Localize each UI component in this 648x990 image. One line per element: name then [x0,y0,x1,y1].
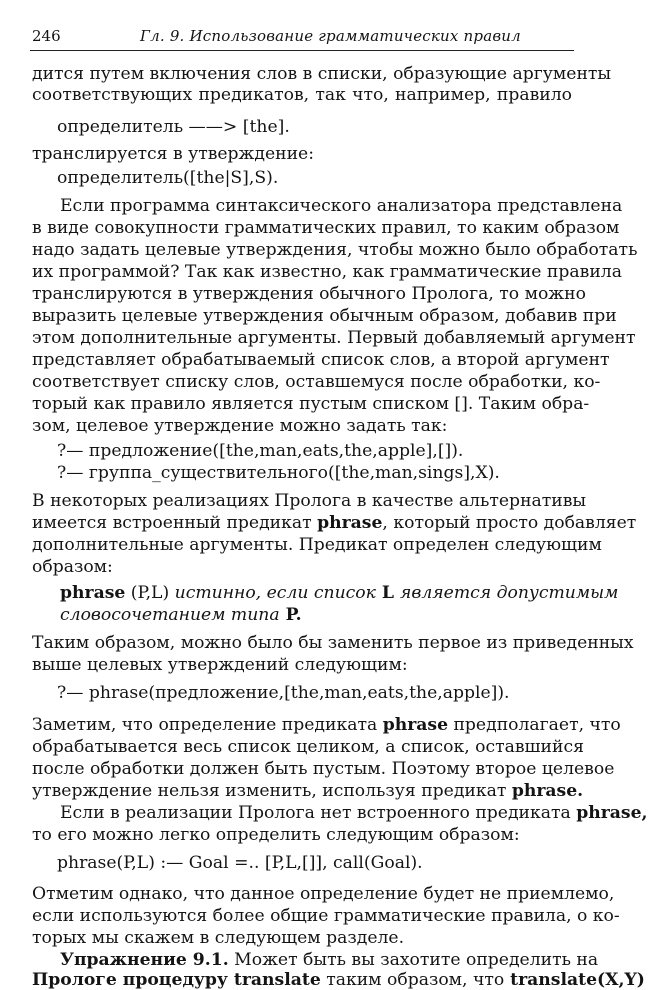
text-line: транслируются в утверждения обычного Пролога, то можно [32,284,586,304]
exercise-title: Упражнение 9.1. [60,950,229,970]
exercise-line: Упражнение 9.1. Может быть вы захотите определить на [60,950,599,970]
text-line: Отметим однако, что данное определение будет не приемлемо, [32,884,615,904]
text-line: после обработки должен быть пустым. Поэтому второе целевое [32,759,615,779]
text-line: Заметим, что определение предиката phrase предполагает, что [32,715,621,735]
header-rule [30,50,574,51]
predicate-name: phrase [317,513,383,533]
text-line: выразить целевые утверждения обычным образом, добавив при [32,306,617,326]
text-line: транслируется в утверждение: [32,144,314,164]
text-line: Таким образом, можно было бы заменить первое из приведенных [32,633,634,653]
text-line: соответствующих предикатов, так что, например, правило [32,85,572,105]
text-line: образом: [32,557,113,577]
page-number: 246 [32,27,61,45]
text-line: выше целевых утверждений следующим: [32,655,408,675]
definition-line: phrase (P,L) истинно, если список L является допустимым [60,583,619,603]
code-line: phrase(P,L) :— Goal =.. [P,L,[]], call(Goal). [57,853,423,873]
code-line: определитель ——> [the]. [57,117,290,137]
text-line: соответствует списку слов, оставшемуся после обработки, ко- [32,372,601,392]
code-line: ?— phrase(предложение,[the,man,eats,the,apple]). [57,683,510,703]
text-line: имеется встроенный предикат phrase, который просто добавляет [32,513,637,533]
text-line: надо задать целевые утверждения, чтобы можно было обработать [32,240,638,260]
predicate-name: phrase [382,715,449,735]
text-line: обрабатывается весь список целиком, а список, оставшийся [32,737,584,757]
text-line: если используются более общие грамматические правила, о ко- [32,906,620,926]
text-line: зом, целевое утверждение можно задать так: [32,416,448,436]
text-line: то его можно легко определить следующим образом: [32,825,520,845]
definition-line: словосочетанием типа P. [60,605,302,625]
code-line: ?— предложение([the,man,eats,the,apple],[]). [57,441,464,461]
text-line: дится путем включения слов в списки, образующие аргументы [32,64,612,84]
text-line: представляет обрабатываемый список слов, а второй аргумент [32,350,610,370]
text-line: Если программа синтаксического анализатора представлена [60,196,623,216]
text-line: торых мы скажем в следующем разделе. [32,928,405,948]
text-line: этом дополнительные аргументы. Первый добавляемый аргумент [32,328,636,348]
text-line: Если в реализации Пролога нет встроенного предиката phrase, [60,803,648,823]
text-line: в виде совокупности грамматических правил, то каким образом [32,218,620,238]
code-line: ?— группа_существительного([the,man,sings],X). [57,463,500,483]
predicate-name: phrase, [576,803,648,823]
running-title: Гл. 9. Использование грамматических правил [140,27,521,45]
text-line: В некоторых реализациях Пролога в качестве альтернативы [32,491,587,511]
code-line: определитель([the|S],S). [57,168,279,188]
text-line: их программой? Так как известно, как грамматические правила [32,262,622,282]
exercise-line: Прологе процедуру translate таким образом, что translate(X,Y) [32,970,645,990]
text-line: торый как правило является пустым списком []. Таким обра- [32,394,590,414]
text-line: дополнительные аргументы. Предикат определен следующим [32,535,602,555]
text-line: утверждение нельзя изменить, используя предикат phrase. [32,781,584,801]
predicate-name: phrase. [511,781,584,801]
